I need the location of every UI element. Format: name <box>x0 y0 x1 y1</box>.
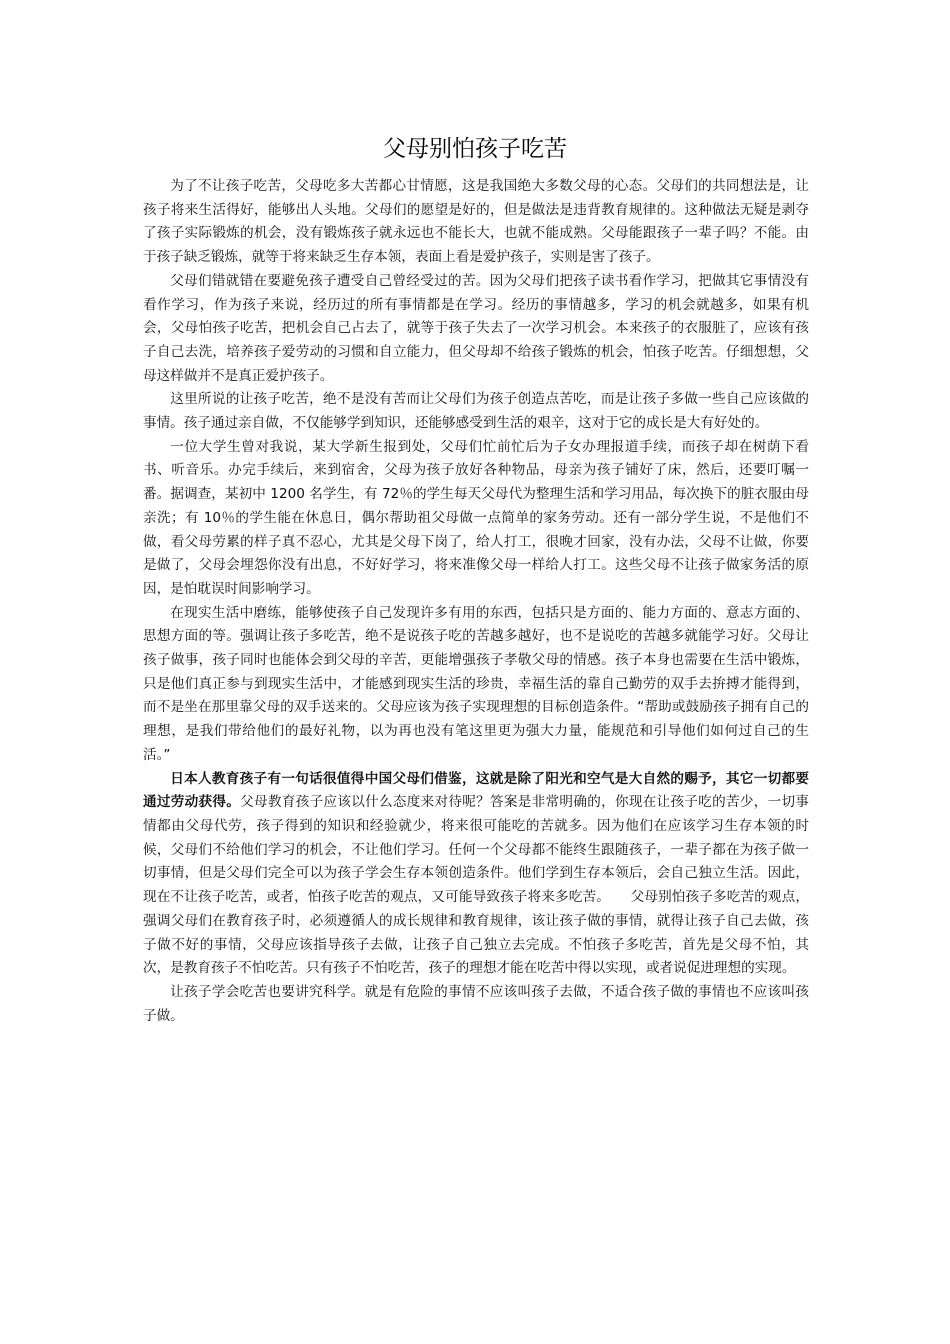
paragraph-6-rest: 父母教育孩子应该以什么态度来对待呢？答案是非常明确的，你现在让孩子吃的苦少，一切事情都由父母代劳，孩子得到的知识和经验就少，将来很可能吃的苦就多。因为他们在应该学习生存本领的时候，父母们不给他们学习的机会，不让他们学习。任何一个父母都不能终生跟随孩子，一辈子都在为孩子做一切事情，但是父母们完全可以为孩子学会生存本领创造条件。他们学到生存本领后，会自己独立生活。因此，现在不让孩子吃苦，或者，怕孩子吃苦的观点，又可能导致孩子将来多吃苦。 父母别怕孩子多吃苦的观点，强调父母们在教育孩子时，必须遵循人的成长规律和教育规律，该让孩子做的事情，就得让孩子自己去做，孩子做不好的事情，父母应该指导孩子去做，让孩子自己独立去完成。不怕孩子多吃苦，首先是父母不怕，其次，是教育孩子不怕吃苦。只有孩子不怕吃苦，孩子的理想才能在吃苦中得以实现，或者说促进理想的实现。 <box>143 794 810 977</box>
paragraph-1: 为了不让孩子吃苦，父母吃多大苦都心甘情愿，这是我国绝大多数父母的心态。父母们的共同想法是，让孩子将来生活得好，能够出人头地。父母们的愿望是好的，但是做法是违背教育规律的。这种做法无疑是剥夺了孩子实际锻炼的机会，没有锻炼孩子就永远也不能长大，也就不能成熟。父母能跟孩子一辈子吗？不能。由于孩子缺乏锻炼，就等于将来缺乏生存本领，表面上看是爱护孩子，实则是害了孩子。 <box>143 178 809 266</box>
bold-lead-sentence: 日本人教育孩子有一句话很值得中国父母们借鉴，这就是除了阳光和空气是大自然的赐予，其它一切都要通过劳动获得。 <box>143 770 809 811</box>
paragraph-5: 在现实生活中磨练，能够使孩子自己发现许多有用的东西，包括只是方面的、能力方面的、意志方面的、思想方面的等。强调让孩子多吃苦，绝不是说孩子吃的苦越多越好，也不是说吃的苦越多就能学习好。父母让孩子做事，孩子同时也能体会到父母的辛苦，更能增强孩子孝敬父母的情感。孩子本身也需要在生活中锻炼，只是他们真正参与到现实生活中，才能感到现实生活的珍贵，幸福生活的靠自己勤劳的双手去拚搏才能得到，而不是坐在那里靠父母的双手送来的。父母应该为孩子实现理想的目标创造条件。“帮助或鼓励孩子拥有自己的理想，是我们带给他们的最好礼物，以为再也没有笔这里更为强大力量，能规范和引导他们如何过自己的生活。” <box>143 604 809 763</box>
paragraph-7: 让孩子学会吃苦也要讲究科学。就是有危险的事情不应该叫孩子去做，不适合孩子做的事情也不应该叫孩子做。 <box>143 983 809 1024</box>
paragraph-3: 这里所说的让孩子吃苦，绝不是没有苦而让父母们为孩子创造点苦吃，而是让孩子多做一些自己应该做的事情。孩子通过亲自做，不仅能够学到知识，还能够感受到生活的艰辛，这对于它的成长是大有好处的。 <box>143 391 809 432</box>
document-title: 父母别怕孩子吃苦 <box>383 136 567 162</box>
paragraph-6 <box>143 768 809 981</box>
paragraph-2: 父母们错就错在要避免孩子遭受自己曾经受过的苦。因为父母们把孩子读书看作学习，把做其它事情没有看作学习，作为孩子来说，经历过的所有事情都是在学习。经历的事情越多，学习的机会就越多，如果有机会，父母怕孩子吃苦，把机会自己占去了，就等于孩子失去了一次学习机会。本来孩子的衣服脏了，应该有孩子自己去洗，培养孩子爱劳动的习惯和自立能力，但父母却不给孩子锻炼的机会，怕孩子吃苦。仔细想想，父母这样做并不是真正爱护孩子。 <box>143 272 809 384</box>
paragraph-4: 一位大学生曾对我说，某大学新生报到处，父母们忙前忙后为子女办理报道手续，而孩子却在树荫下看书、听音乐。办完手续后，来到宿舍，父母为孩子放好各种物品，母亲为孩子铺好了床，然后，还要叮嘱一番。据调查，某初中 1200 名学生，有 72％的学生每天父母代为整理生活和学习用品，每次换下的脏衣服由母亲洗；有 10％的学生能在休息日，偶尔帮助祖父母做一点简单的家务劳动。还有一部分学生说，不是他们不做，看父母劳累的样子真不忍心，尤其是父母下岗了，给人打工，很晚才回家，没有办法，父母不让做，你要是做了，父母会埋怨你没有出息，不好好学习，将来准像父母一样给人打工。这些父母不让孩子做家务活的原因，是怕耽误时间影响学习。 <box>143 438 809 597</box>
document-body <box>143 175 809 1028</box>
